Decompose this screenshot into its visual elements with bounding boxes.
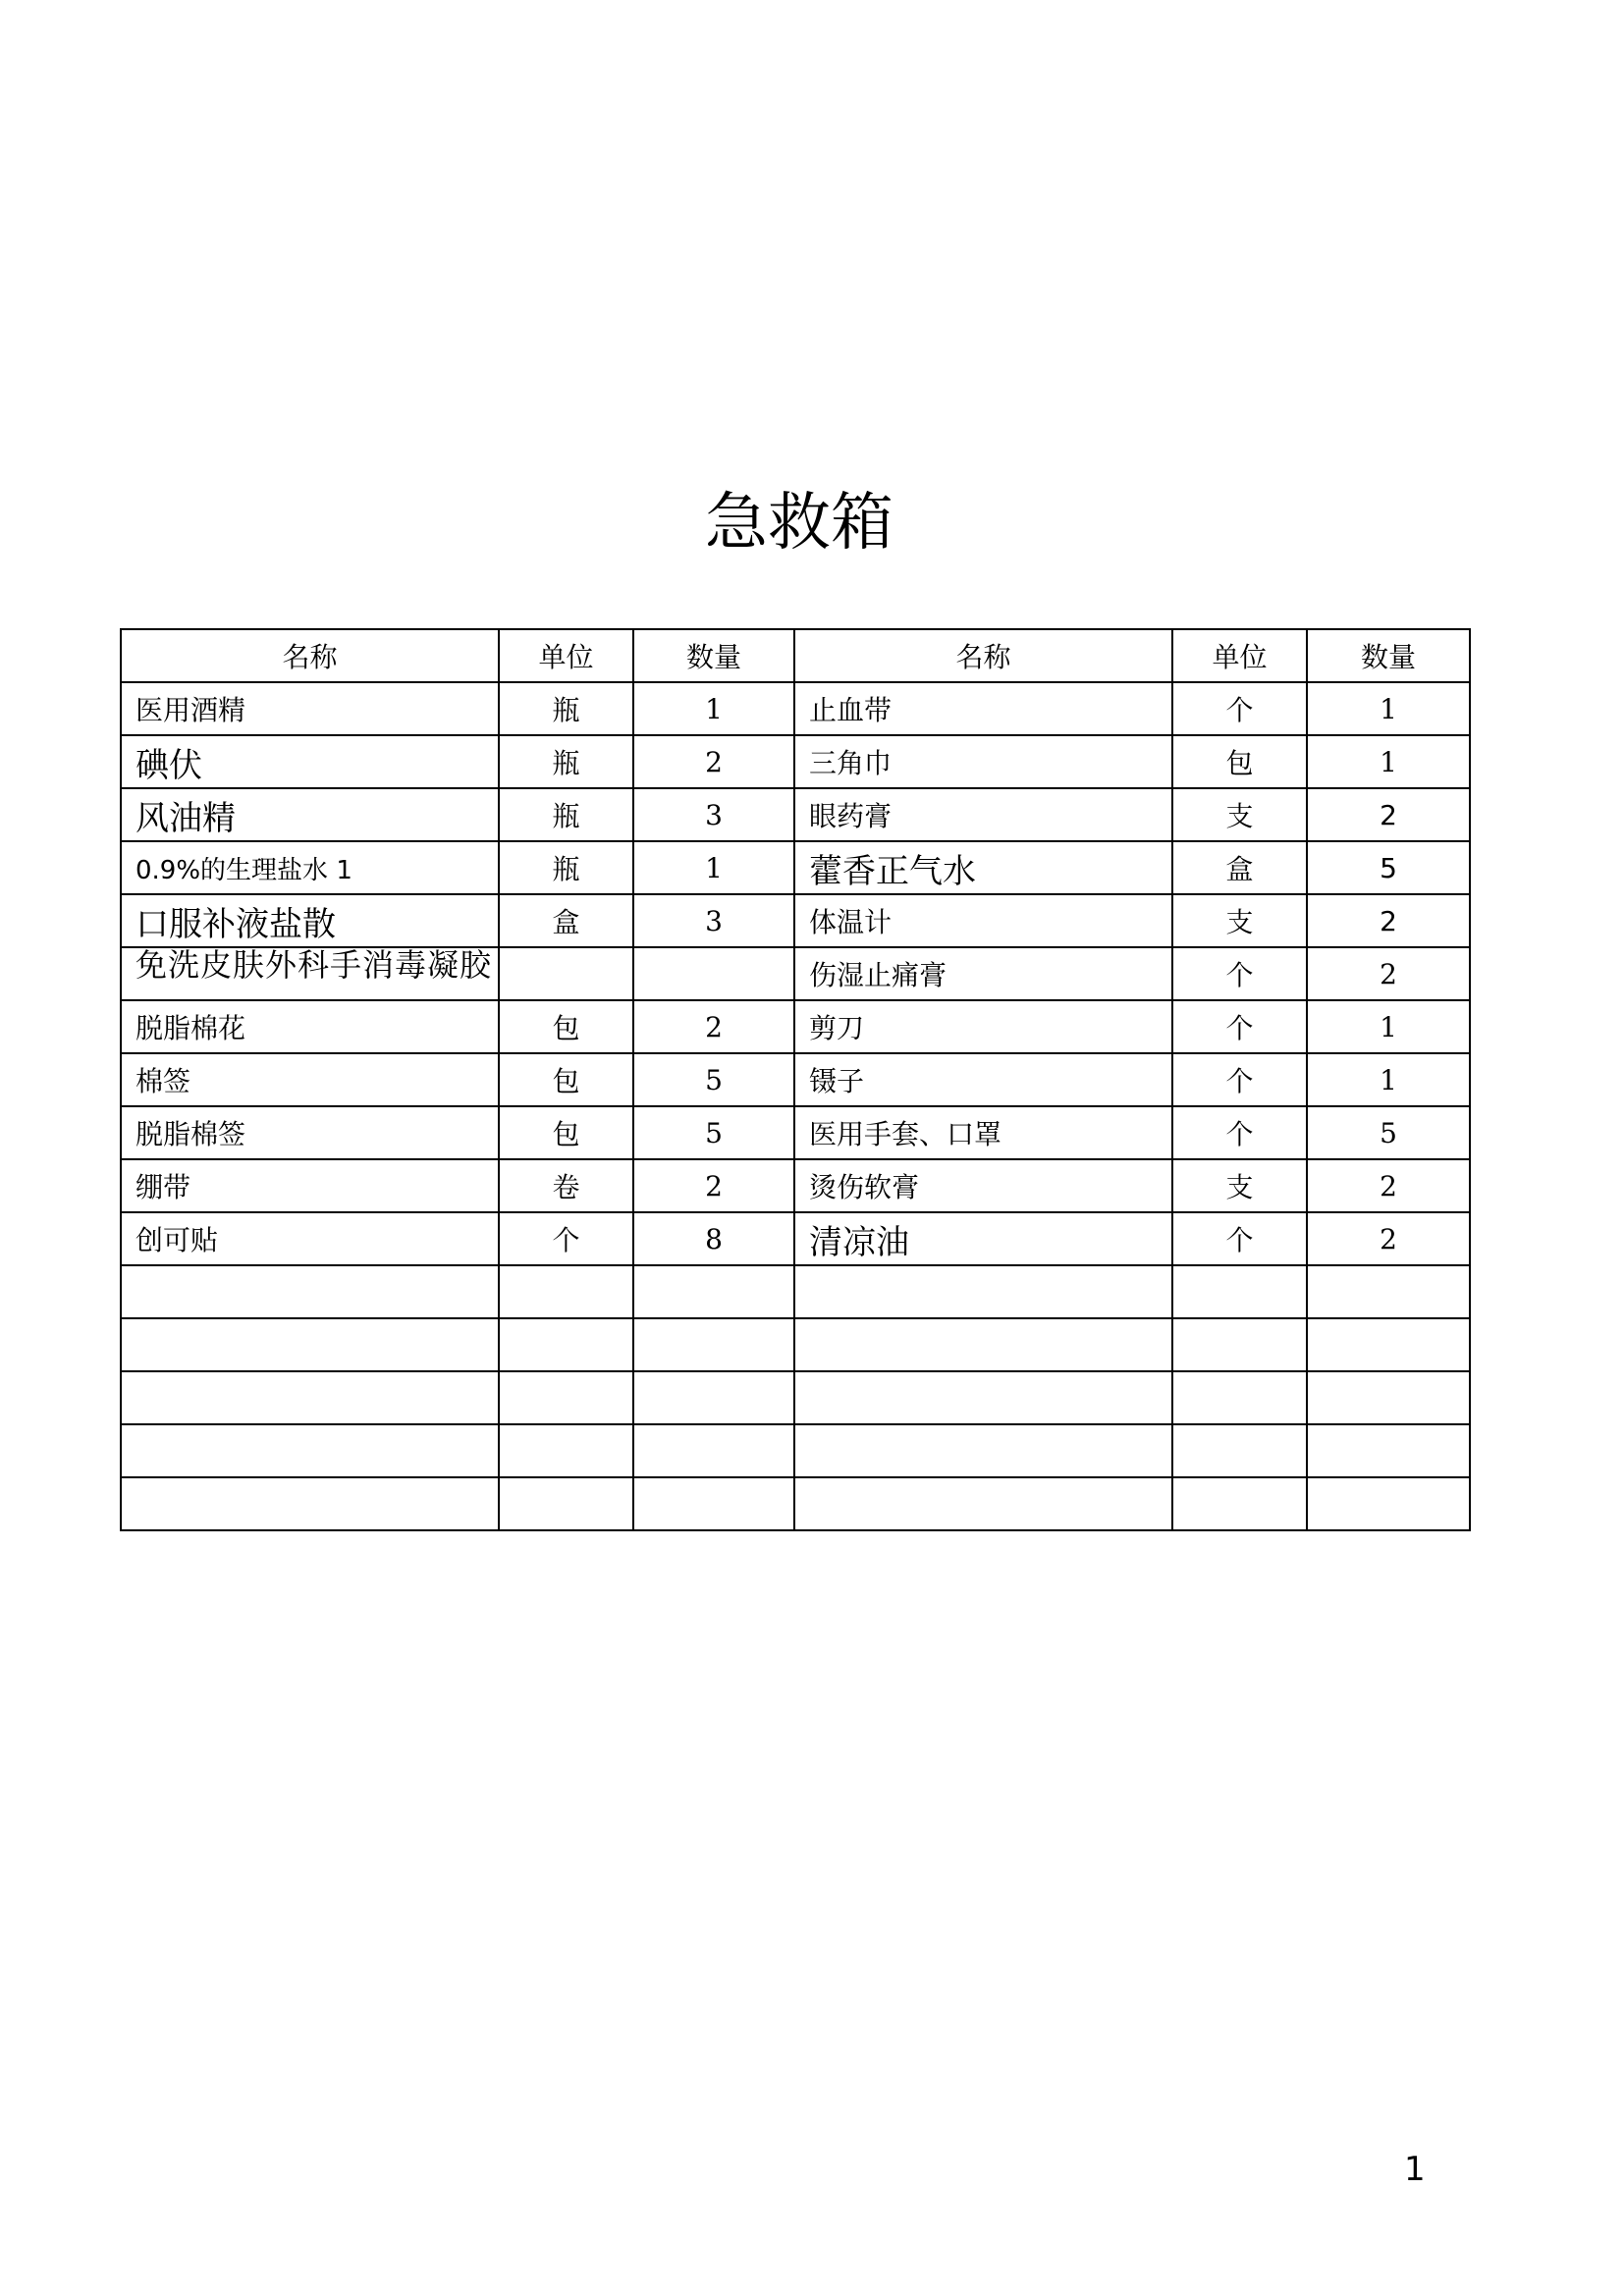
- table-row: [121, 1106, 1470, 1159]
- empty-cell: [1307, 1265, 1470, 1318]
- item-name-text: 免洗皮肤外科手消毒凝胶: [135, 948, 493, 984]
- table-row: [121, 788, 1470, 841]
- item-name-cell: 0.9%的生理盐水 1: [121, 841, 499, 894]
- item-quantity-cell: 1: [1307, 735, 1470, 788]
- table-row: [121, 682, 1470, 735]
- empty-cell: [633, 1424, 794, 1477]
- table-row-empty: [121, 1318, 1470, 1371]
- table-row-empty: [121, 1477, 1470, 1530]
- item-unit-cell: 包: [499, 1053, 633, 1106]
- item-quantity-cell: 1: [633, 841, 794, 894]
- item-unit-cell: 包: [1172, 735, 1307, 788]
- item-quantity-cell: 3: [633, 894, 794, 947]
- empty-cell: [633, 1265, 794, 1318]
- item-unit-cell: 瓶: [499, 735, 633, 788]
- item-quantity-cell: 5: [1307, 1106, 1470, 1159]
- item-quantity-cell: 2: [1307, 894, 1470, 947]
- empty-cell: [794, 1318, 1172, 1371]
- page-number: 1: [1404, 2150, 1426, 2189]
- item-name-cell: 伤湿止痛膏: [794, 947, 1172, 1000]
- table-row: [121, 841, 1470, 894]
- item-name-cell: 绷带: [121, 1159, 499, 1212]
- item-quantity-cell: 8: [633, 1212, 794, 1265]
- item-quantity-cell: 5: [633, 1053, 794, 1106]
- item-unit-cell: 个: [1172, 947, 1307, 1000]
- item-name-cell: 镊子: [794, 1053, 1172, 1106]
- header-name-left: 名称: [121, 629, 499, 682]
- empty-cell: [1172, 1371, 1307, 1424]
- item-quantity-cell: 5: [633, 1106, 794, 1159]
- item-name-cell: 棉签: [121, 1053, 499, 1106]
- table-row-empty: [121, 1371, 1470, 1424]
- header-name-right: 名称: [794, 629, 1172, 682]
- item-unit-cell: 包: [499, 1000, 633, 1053]
- item-quantity-cell: 2: [1307, 1159, 1470, 1212]
- table-row: [121, 1159, 1470, 1212]
- item-name-cell: 眼药膏: [794, 788, 1172, 841]
- header-unit-left: 单位: [499, 629, 633, 682]
- item-name-cell: 剪刀: [794, 1000, 1172, 1053]
- table-row: [121, 735, 1470, 788]
- item-name-cell: [121, 947, 499, 1000]
- item-unit-cell: [499, 947, 633, 1000]
- table-row: [121, 1212, 1470, 1265]
- empty-cell: [1307, 1477, 1470, 1530]
- empty-cell: [121, 1265, 499, 1318]
- item-name-cell: 创可贴: [121, 1212, 499, 1265]
- empty-cell: [121, 1371, 499, 1424]
- first-aid-kit-table: [120, 628, 1471, 1531]
- item-unit-cell: 个: [1172, 1212, 1307, 1265]
- item-quantity-cell: 2: [1307, 947, 1470, 1000]
- item-quantity-cell: 1: [633, 682, 794, 735]
- table-row-empty: [121, 1265, 1470, 1318]
- item-unit-cell: 瓶: [499, 682, 633, 735]
- item-unit-cell: 瓶: [499, 788, 633, 841]
- empty-cell: [1307, 1371, 1470, 1424]
- empty-cell: [633, 1371, 794, 1424]
- item-name-cell: 体温计: [794, 894, 1172, 947]
- item-name-cell: 脱脂棉签: [121, 1106, 499, 1159]
- item-unit-cell: 瓶: [499, 841, 633, 894]
- item-quantity-cell: 1: [1307, 1000, 1470, 1053]
- item-name-cell: 三角巾: [794, 735, 1172, 788]
- item-quantity-cell: 2: [633, 735, 794, 788]
- empty-cell: [1172, 1424, 1307, 1477]
- empty-cell: [121, 1424, 499, 1477]
- empty-cell: [121, 1318, 499, 1371]
- item-unit-cell: 个: [1172, 1053, 1307, 1106]
- table-row: [121, 894, 1470, 947]
- item-name-cell: 口服补液盐散: [121, 894, 499, 947]
- table-row: [121, 1000, 1470, 1053]
- item-quantity-cell: 1: [1307, 1053, 1470, 1106]
- empty-cell: [499, 1424, 633, 1477]
- empty-cell: [1172, 1477, 1307, 1530]
- empty-cell: [499, 1265, 633, 1318]
- item-quantity-cell: 2: [633, 1159, 794, 1212]
- table-row: [121, 947, 1470, 1000]
- item-quantity-cell: 3: [633, 788, 794, 841]
- empty-cell: [499, 1477, 633, 1530]
- document-title: 急救箱: [705, 487, 893, 560]
- header-unit-right: 单位: [1172, 629, 1307, 682]
- item-name-cell: 烫伤软膏: [794, 1159, 1172, 1212]
- empty-cell: [499, 1371, 633, 1424]
- item-name-cell: 碘伏: [121, 735, 499, 788]
- item-unit-cell: 个: [1172, 1106, 1307, 1159]
- empty-cell: [121, 1477, 499, 1530]
- header-quantity-right: 数量: [1307, 629, 1470, 682]
- item-unit-cell: 个: [1172, 1000, 1307, 1053]
- item-name-cell: 止血带: [794, 682, 1172, 735]
- table-row: [121, 1053, 1470, 1106]
- item-quantity-cell: 2: [1307, 788, 1470, 841]
- item-quantity-cell: 2: [1307, 1212, 1470, 1265]
- item-name-cell: 脱脂棉花: [121, 1000, 499, 1053]
- item-unit-cell: 支: [1172, 1159, 1307, 1212]
- item-unit-cell: 盒: [1172, 841, 1307, 894]
- item-name-cell: 医用手套、口罩: [794, 1106, 1172, 1159]
- item-quantity-cell: 5: [1307, 841, 1470, 894]
- item-unit-cell: 个: [499, 1212, 633, 1265]
- empty-cell: [794, 1424, 1172, 1477]
- empty-cell: [499, 1318, 633, 1371]
- empty-cell: [794, 1265, 1172, 1318]
- table-row-empty: [121, 1424, 1470, 1477]
- item-quantity-cell: 1: [1307, 682, 1470, 735]
- empty-cell: [1172, 1265, 1307, 1318]
- item-unit-cell: 盒: [499, 894, 633, 947]
- item-name-cell: 风油精: [121, 788, 499, 841]
- table-header-row: [121, 629, 1470, 682]
- item-unit-cell: 支: [1172, 894, 1307, 947]
- item-unit-cell: 个: [1172, 682, 1307, 735]
- empty-cell: [633, 1318, 794, 1371]
- item-quantity-cell: 2: [633, 1000, 794, 1053]
- header-quantity-left: 数量: [633, 629, 794, 682]
- empty-cell: [1172, 1318, 1307, 1371]
- empty-cell: [633, 1477, 794, 1530]
- item-name-cell: 藿香正气水: [794, 841, 1172, 894]
- empty-cell: [794, 1371, 1172, 1424]
- item-name-cell: 清凉油: [794, 1212, 1172, 1265]
- empty-cell: [794, 1477, 1172, 1530]
- item-name-cell: 医用酒精: [121, 682, 499, 735]
- item-unit-cell: 支: [1172, 788, 1307, 841]
- empty-cell: [1307, 1318, 1470, 1371]
- empty-cell: [1307, 1424, 1470, 1477]
- item-unit-cell: 包: [499, 1106, 633, 1159]
- item-quantity-cell: [633, 947, 794, 1000]
- item-unit-cell: 卷: [499, 1159, 633, 1212]
